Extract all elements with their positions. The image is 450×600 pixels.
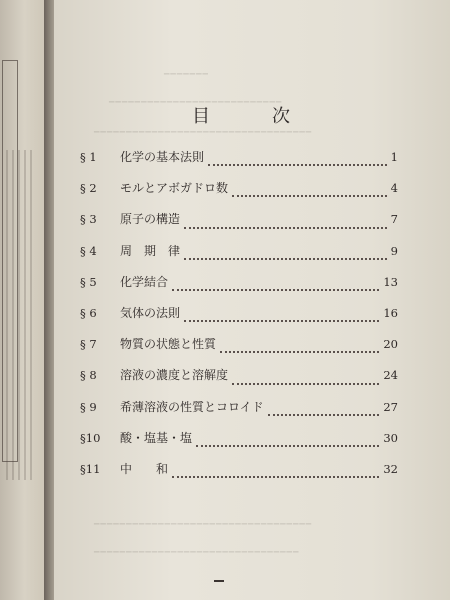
dot-leader <box>268 413 380 416</box>
page-number: 13 <box>383 274 398 289</box>
dot-leader <box>232 382 379 385</box>
toc-entry[interactable] <box>80 366 398 397</box>
page-number: 24 <box>383 368 398 383</box>
dot-leader <box>172 475 379 478</box>
section-title: 原子の構造 <box>120 212 181 227</box>
toc-entry[interactable] <box>80 148 398 179</box>
section-title: モルとアボガドロ数 <box>120 181 229 196</box>
page-footer-mark <box>214 580 224 582</box>
show-through-text: ━━━━━━━ <box>164 70 209 80</box>
toc-entry[interactable] <box>80 398 398 429</box>
dot-leader <box>184 226 387 229</box>
section-title: 周 期 律 <box>120 243 181 258</box>
page-number: 32 <box>383 461 398 476</box>
section-title: 中 和 <box>120 461 169 476</box>
dot-leader <box>196 444 379 447</box>
show-through-text: ━━━━━━━━━━━━━━━━━━━━━━━━━━━━━━━━ <box>94 548 300 558</box>
page-number: 27 <box>383 399 398 414</box>
section-title: 化学の基本法則 <box>120 150 205 164</box>
book-gutter <box>44 0 54 600</box>
toc-entry[interactable] <box>80 242 398 273</box>
show-through-text: ━━━━━━━━━━━━━━━━━━━━━━━━━━━━━━━━━━ <box>94 128 313 138</box>
dot-leader <box>232 194 387 197</box>
section-title: 溶液の濃度と溶解度 <box>120 368 229 383</box>
page-number: 20 <box>383 337 398 352</box>
page-number: 16 <box>383 305 398 320</box>
toc-entry[interactable] <box>80 273 398 304</box>
section-number: § 4 <box>80 243 97 258</box>
table-of-contents <box>80 148 398 491</box>
dot-leader <box>184 319 379 322</box>
section-title: 気体の法則 <box>120 305 181 320</box>
page-number: 30 <box>383 430 398 445</box>
dot-leader <box>172 288 379 291</box>
toc-entry[interactable] <box>80 179 398 210</box>
section-number: § 7 <box>80 337 97 352</box>
section-number: § 1 <box>80 150 97 164</box>
section-number: § 5 <box>80 274 97 289</box>
toc-entry[interactable] <box>80 429 398 460</box>
section-number: § 3 <box>80 212 97 227</box>
section-title: 希薄溶液の性質とコロイド <box>120 399 264 414</box>
section-title: 化学結合 <box>120 274 169 289</box>
toc-entry[interactable] <box>80 210 398 241</box>
page-number: 9 <box>390 243 398 258</box>
show-through-text: ━━━━━━━━━━━━━━━━━━━━━━━━━━━ <box>109 98 283 108</box>
dot-leader <box>220 350 379 353</box>
section-number: §11 <box>80 461 101 476</box>
toc-entry[interactable] <box>80 460 398 491</box>
dot-leader <box>184 257 387 260</box>
toc-entry[interactable] <box>80 335 398 366</box>
section-title: 物質の状態と性質 <box>120 337 217 352</box>
left-page-edge <box>0 0 44 600</box>
page-number: 7 <box>390 212 398 227</box>
page-title: 目 次 <box>192 106 312 127</box>
left-page-print <box>6 150 36 480</box>
section-title: 酸・塩基・塩 <box>120 430 193 445</box>
page-number: 1 <box>390 150 398 164</box>
section-number: § 6 <box>80 305 97 320</box>
toc-page <box>54 0 450 600</box>
section-number: §10 <box>80 430 101 445</box>
page-number: 4 <box>390 181 398 196</box>
section-number: § 8 <box>80 368 97 383</box>
section-number: § 9 <box>80 399 97 414</box>
toc-entry[interactable] <box>80 304 398 335</box>
dot-leader <box>208 163 387 166</box>
section-number: § 2 <box>80 181 97 196</box>
show-through-text: ━━━━━━━━━━━━━━━━━━━━━━━━━━━━━━━━━━ <box>94 520 313 530</box>
